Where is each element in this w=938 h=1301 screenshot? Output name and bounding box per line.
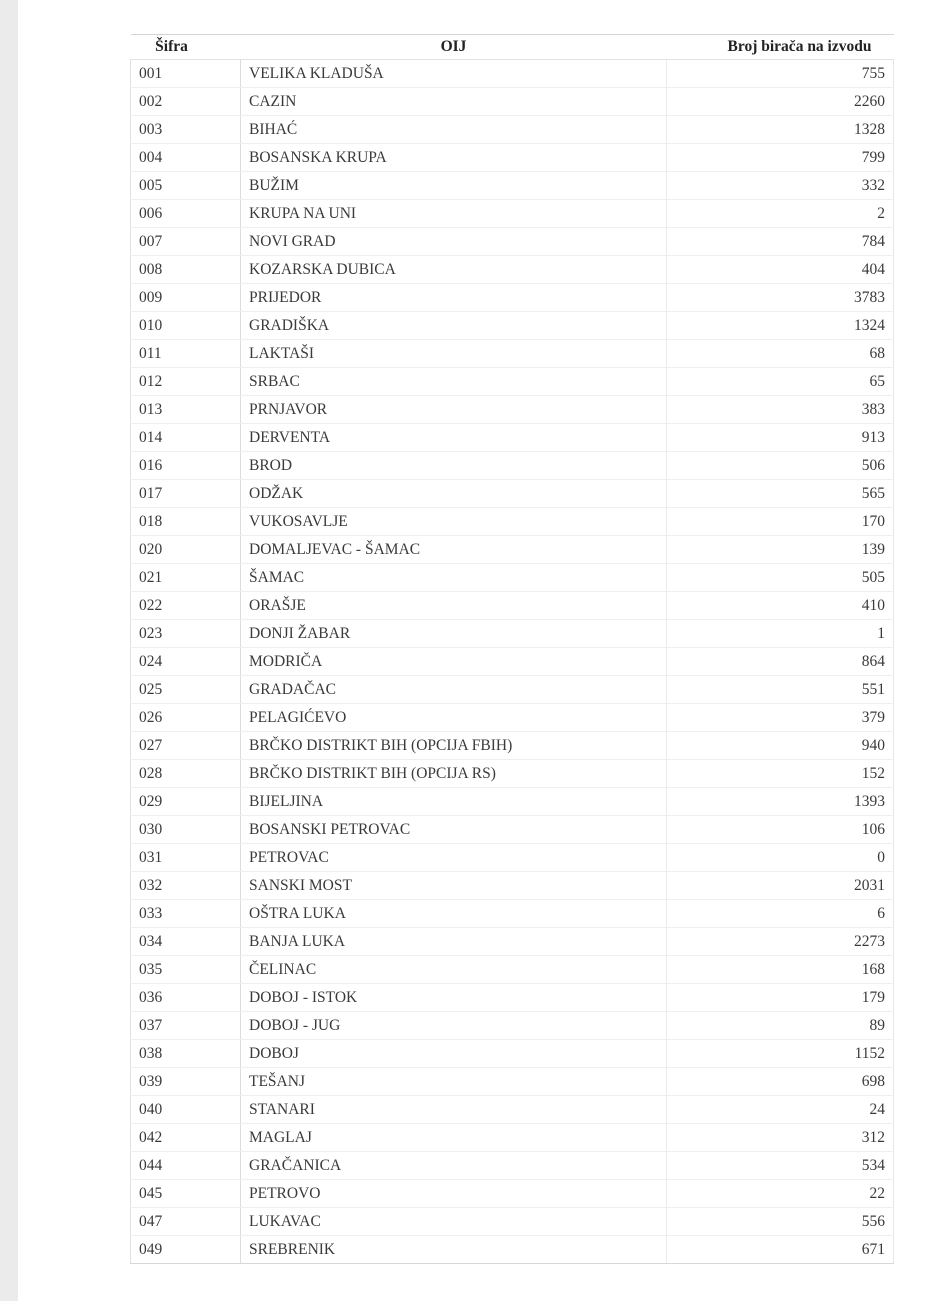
table-row [131,732,894,760]
table-row [131,872,894,900]
table-row [131,1152,894,1180]
cell-name: BOSANSKI PETROVAC [241,816,667,844]
cell-voters: 168 [667,956,894,984]
cell-name: OŠTRA LUKA [241,900,667,928]
cell-code: 010 [131,312,241,340]
cell-code: 039 [131,1068,241,1096]
cell-voters: 556 [667,1208,894,1236]
cell-code: 037 [131,1012,241,1040]
cell-voters: 2 [667,200,894,228]
table-row [131,816,894,844]
cell-voters: 152 [667,760,894,788]
cell-voters: 24 [667,1096,894,1124]
cell-code: 009 [131,284,241,312]
cell-code: 049 [131,1236,241,1264]
table-row [131,1012,894,1040]
cell-voters: 383 [667,396,894,424]
cell-voters: 565 [667,480,894,508]
cell-voters: 534 [667,1152,894,1180]
cell-code: 002 [131,88,241,116]
cell-code: 047 [131,1208,241,1236]
cell-code: 025 [131,676,241,704]
table-row [131,116,894,144]
table-row [131,564,894,592]
table-row [131,1124,894,1152]
cell-name: CAZIN [241,88,667,116]
table-row [131,536,894,564]
cell-voters: 505 [667,564,894,592]
cell-name: PETROVO [241,1180,667,1208]
cell-name: BANJA LUKA [241,928,667,956]
table-row [131,1208,894,1236]
table-row [131,88,894,116]
cell-code: 024 [131,648,241,676]
cell-name: LAKTAŠI [241,340,667,368]
cell-code: 035 [131,956,241,984]
cell-name: DOBOJ - ISTOK [241,984,667,1012]
table-row [131,984,894,1012]
cell-voters: 404 [667,256,894,284]
cell-code: 045 [131,1180,241,1208]
cell-code: 034 [131,928,241,956]
table-row [131,760,894,788]
cell-voters: 2260 [667,88,894,116]
cell-code: 006 [131,200,241,228]
cell-code: 029 [131,788,241,816]
cell-name: KRUPA NA UNI [241,200,667,228]
cell-name: PRIJEDOR [241,284,667,312]
cell-name: SANSKI MOST [241,872,667,900]
cell-name: SRBAC [241,368,667,396]
cell-code: 040 [131,1096,241,1124]
table-header-row [131,35,894,60]
table-row [131,144,894,172]
cell-voters: 784 [667,228,894,256]
table-row [131,620,894,648]
table-row [131,452,894,480]
cell-name: ORAŠJE [241,592,667,620]
cell-code: 001 [131,60,241,88]
cell-voters: 799 [667,144,894,172]
cell-voters: 1324 [667,312,894,340]
cell-name: VUKOSAVLJE [241,508,667,536]
cell-name: PELAGIĆEVO [241,704,667,732]
table-row [131,704,894,732]
cell-name: STANARI [241,1096,667,1124]
cell-voters: 410 [667,592,894,620]
table-row [131,676,894,704]
cell-name: BRČKO DISTRIKT BIH (OPCIJA RS) [241,760,667,788]
cell-voters: 170 [667,508,894,536]
table-row [131,172,894,200]
cell-name: GRADAČAC [241,676,667,704]
cell-name: BIJELJINA [241,788,667,816]
cell-name: ČELINAC [241,956,667,984]
cell-code: 032 [131,872,241,900]
cell-voters: 1328 [667,116,894,144]
cell-voters: 913 [667,424,894,452]
table-row [131,480,894,508]
cell-voters: 1393 [667,788,894,816]
cell-code: 031 [131,844,241,872]
cell-code: 027 [131,732,241,760]
table-row [131,340,894,368]
cell-code: 003 [131,116,241,144]
cell-voters: 6 [667,900,894,928]
document-page [18,0,938,1301]
table-row [131,956,894,984]
voters-table [130,34,894,1264]
cell-name: DOMALJEVAC - ŠAMAC [241,536,667,564]
cell-code: 036 [131,984,241,1012]
table-row [131,312,894,340]
cell-name: PRNJAVOR [241,396,667,424]
table-row [131,788,894,816]
cell-voters: 312 [667,1124,894,1152]
cell-voters: 671 [667,1236,894,1264]
table-row [131,1068,894,1096]
header-name: OIJ [241,35,667,60]
cell-voters: 1 [667,620,894,648]
table-row [131,508,894,536]
table-row [131,648,894,676]
cell-name: LUKAVAC [241,1208,667,1236]
table-row [131,368,894,396]
cell-name: KOZARSKA DUBICA [241,256,667,284]
table-row [131,396,894,424]
cell-name: BUŽIM [241,172,667,200]
cell-name: DOBOJ [241,1040,667,1068]
cell-code: 014 [131,424,241,452]
header-voters: Broj birača na izvodu [667,35,894,60]
cell-code: 026 [131,704,241,732]
table-row [131,1236,894,1264]
cell-name: VELIKA KLADUŠA [241,60,667,88]
cell-name: PETROVAC [241,844,667,872]
table-row [131,928,894,956]
cell-voters: 0 [667,844,894,872]
cell-code: 008 [131,256,241,284]
cell-name: MODRIČA [241,648,667,676]
cell-voters: 1152 [667,1040,894,1068]
cell-code: 012 [131,368,241,396]
cell-name: SREBRENIK [241,1236,667,1264]
table-body [131,60,894,1264]
cell-voters: 698 [667,1068,894,1096]
cell-code: 022 [131,592,241,620]
cell-voters: 22 [667,1180,894,1208]
cell-voters: 551 [667,676,894,704]
table-row [131,228,894,256]
cell-voters: 179 [667,984,894,1012]
cell-code: 018 [131,508,241,536]
cell-name: TEŠANJ [241,1068,667,1096]
cell-code: 033 [131,900,241,928]
table-row [131,200,894,228]
cell-name: ŠAMAC [241,564,667,592]
table-row [131,1096,894,1124]
cell-code: 004 [131,144,241,172]
cell-voters: 864 [667,648,894,676]
cell-code: 038 [131,1040,241,1068]
table-row [131,424,894,452]
cell-code: 013 [131,396,241,424]
cell-code: 042 [131,1124,241,1152]
table-row [131,844,894,872]
cell-code: 021 [131,564,241,592]
table-row [131,900,894,928]
cell-voters: 139 [667,536,894,564]
cell-voters: 106 [667,816,894,844]
cell-voters: 755 [667,60,894,88]
cell-name: DOBOJ - JUG [241,1012,667,1040]
cell-voters: 68 [667,340,894,368]
cell-name: ODŽAK [241,480,667,508]
cell-voters: 506 [667,452,894,480]
cell-voters: 89 [667,1012,894,1040]
cell-voters: 65 [667,368,894,396]
cell-voters: 379 [667,704,894,732]
cell-code: 011 [131,340,241,368]
cell-name: DONJI ŽABAR [241,620,667,648]
cell-name: BRČKO DISTRIKT BIH (OPCIJA FBIH) [241,732,667,760]
cell-voters: 940 [667,732,894,760]
table-row [131,1040,894,1068]
cell-name: DERVENTA [241,424,667,452]
table-row [131,284,894,312]
cell-code: 007 [131,228,241,256]
cell-voters: 3783 [667,284,894,312]
cell-voters: 2273 [667,928,894,956]
cell-voters: 2031 [667,872,894,900]
cell-code: 028 [131,760,241,788]
cell-voters: 332 [667,172,894,200]
cell-name: NOVI GRAD [241,228,667,256]
table-row [131,592,894,620]
cell-code: 016 [131,452,241,480]
cell-name: BOSANSKA KRUPA [241,144,667,172]
cell-name: MAGLAJ [241,1124,667,1152]
cell-name: GRADIŠKA [241,312,667,340]
header-code: Šifra [131,35,241,60]
cell-code: 044 [131,1152,241,1180]
cell-code: 020 [131,536,241,564]
cell-code: 030 [131,816,241,844]
cell-name: BIHAĆ [241,116,667,144]
cell-code: 023 [131,620,241,648]
cell-name: GRAČANICA [241,1152,667,1180]
table-row [131,1180,894,1208]
table-row [131,60,894,88]
cell-code: 005 [131,172,241,200]
cell-name: BROD [241,452,667,480]
cell-code: 017 [131,480,241,508]
table-row [131,256,894,284]
